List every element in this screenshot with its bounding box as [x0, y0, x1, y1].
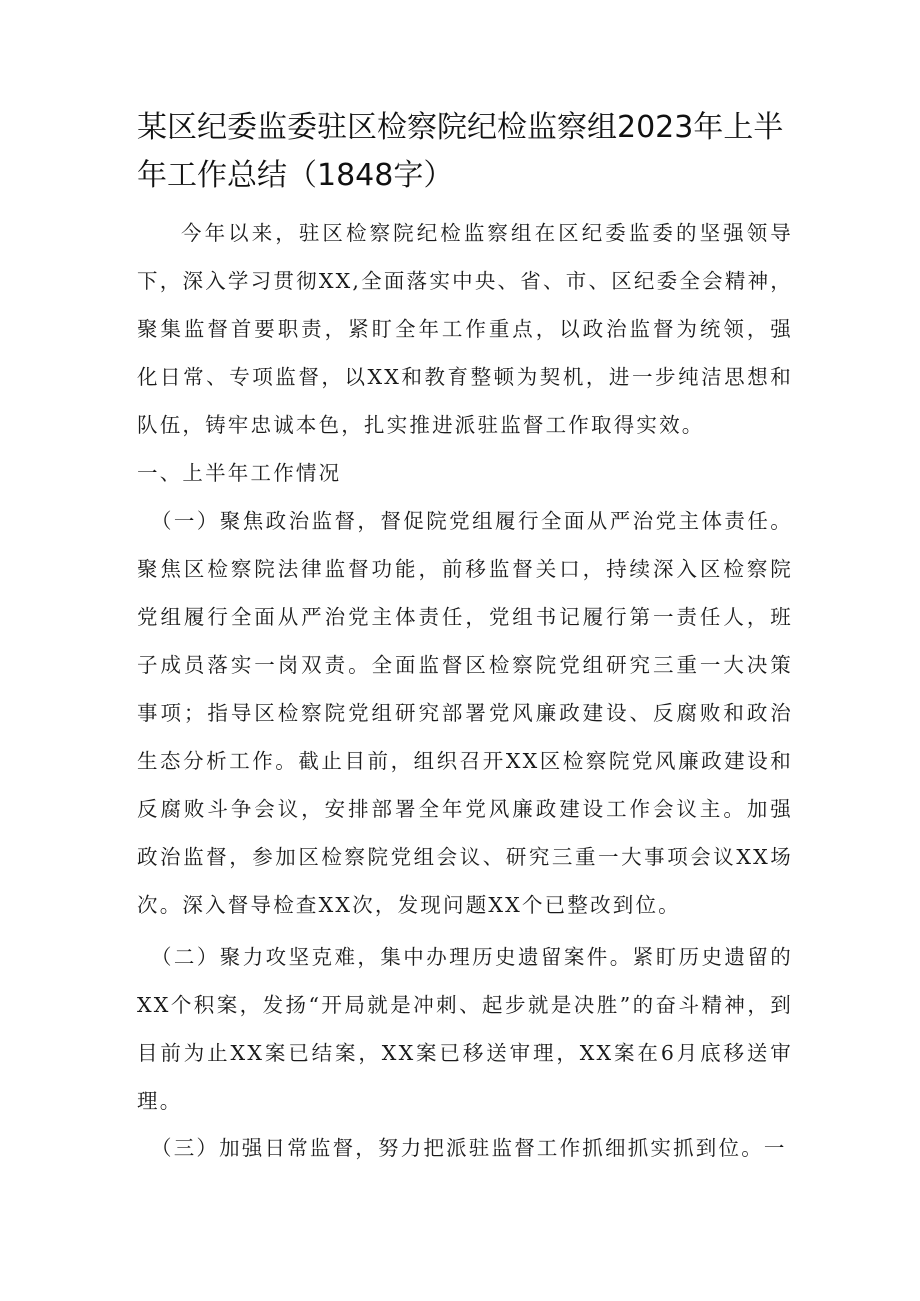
section-heading: 一、上半年工作情况 — [137, 461, 342, 485]
item3-paragraph: （三）加强日常监督，努力把派驻监督工作抓细抓实抓到位。一 — [151, 1136, 787, 1160]
item2-paragraph: （二）聚力攻坚克难，集中办理历史遗留案件。紧盯历史遗留的XX个积案，发扬“开局就是冲刺、起步就是决胜”的奋斗精神，到目前为止XX案已结案，XX案已移送审理，XX案在6月底移送审理。 — [137, 945, 793, 1113]
item1-paragraph: （一）聚焦政治监督，督促院党组履行全面从严治党主体责任。聚焦区检察院法律监督功能，前移监督关口，持续深入区检察院党组履行全面从严治党主体责任，党组书记履行第一责任人，班子成员落实一岗双责。全面监督区检察院党组研究三重一大决策事项；指导区检察院党组研究部署党风廉政建设、反腐败和政治生态分析工作。截止目前，组织召开XX区检察院党风廉政建设和反腐败斗争会议，安排部署全年党风廉政建设工作会议主。加强政治监督，参加区检察院党组会议、研究三重一大事项会议XX场次。深入督导检查XX次，发现问题XX个已整改到位。 — [137, 509, 793, 917]
document-title: 某区纪委监委驻区检察院纪检监察组2023年上半年工作总结（1848字） — [137, 110, 784, 193]
intro-paragraph: 今年以来，驻区检察院纪检监察组在区纪委监委的坚强领导下，深入学习贯彻XX,全面落实中央、省、市、区纪委全会精神，聚集监督首要职责，紧盯全年工作重点，以政治监督为统领，强化日常、专项监督，以XX和教育整顿为契机，进一步纯洁思想和队伍，铸牢忠诚本色，扎实推进派驻监督工作取得实效。 — [137, 221, 793, 437]
